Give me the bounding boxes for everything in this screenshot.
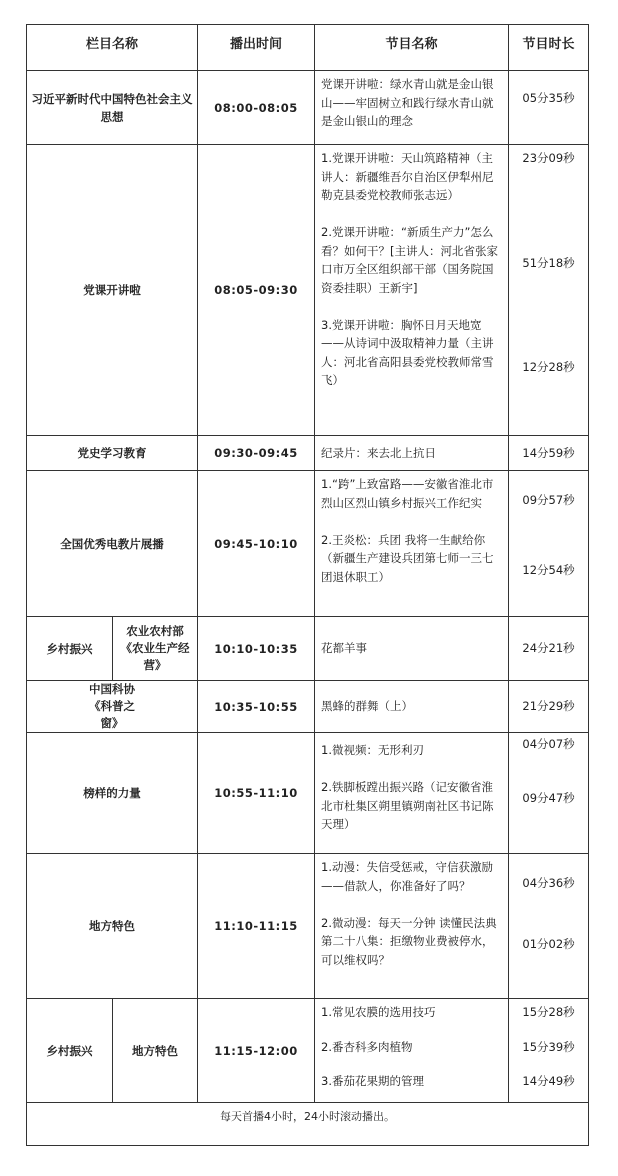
header-row bbox=[27, 25, 589, 71]
air-time: 09:45-10:10 bbox=[198, 471, 315, 617]
duration-cell bbox=[509, 854, 589, 999]
duration-item: 24分21秒 bbox=[522, 641, 575, 656]
duration-item: 04分36秒 bbox=[522, 876, 575, 890]
duration-item: 14分59秒 bbox=[522, 445, 575, 460]
air-time: 11:10-11:15 bbox=[198, 854, 315, 999]
header-program-name: 节目名称 bbox=[315, 25, 509, 71]
air-time: 10:10-10:35 bbox=[198, 617, 315, 681]
column-name: 乡村振兴 bbox=[27, 617, 113, 681]
program-item: 1.常见农膜的选用技巧 bbox=[321, 1005, 436, 1019]
program-cell bbox=[315, 681, 509, 733]
duration-item: 15分39秒 bbox=[522, 1039, 575, 1054]
duration-cell bbox=[509, 145, 589, 436]
program-item: 花都羊事 bbox=[321, 641, 368, 656]
program-cell bbox=[315, 471, 509, 617]
table-row bbox=[27, 436, 589, 471]
program-item: 纪录片：来去北上抗日 bbox=[321, 445, 437, 460]
program-item: 1.“跨”上致富路——安徽省淮北市烈山区烈山镇乡村振兴工作纪实 bbox=[321, 477, 494, 510]
duration-cell bbox=[509, 617, 589, 681]
air-time: 10:35-10:55 bbox=[198, 681, 315, 733]
air-time: 08:05-09:30 bbox=[198, 145, 315, 436]
duration-item: 23分09秒 bbox=[522, 151, 575, 165]
duration-item: 04分07秒 bbox=[522, 737, 575, 751]
duration-item: 12分28秒 bbox=[522, 360, 575, 374]
sub-column-name: 地方特色 bbox=[113, 999, 198, 1103]
program-item: 1.微视频：无形利刃 bbox=[321, 743, 424, 757]
duration-item: 09分47秒 bbox=[522, 790, 575, 805]
duration-cell bbox=[509, 71, 589, 145]
footer-row bbox=[27, 1103, 589, 1146]
duration-cell bbox=[509, 733, 589, 854]
duration-cell bbox=[509, 681, 589, 733]
duration-item: 15分28秒 bbox=[522, 1005, 575, 1019]
column-name: 全国优秀电教片展播 bbox=[27, 471, 198, 617]
program-cell bbox=[315, 999, 509, 1103]
sub-column-name: 农业农村部《农业生产经营》 bbox=[113, 617, 198, 681]
duration-cell bbox=[509, 999, 589, 1103]
program-item: 党课开讲啦：绿水青山就是金山银山——牢固树立和践行绿水青山就是金山银山的理念 bbox=[321, 77, 494, 128]
program-item: 1.动漫：失信受惩戒，守信获激励——借款人，你准备好了吗？ bbox=[321, 860, 493, 893]
program-cell bbox=[315, 733, 509, 854]
table-row bbox=[27, 854, 589, 999]
column-name: 党史学习教育 bbox=[27, 436, 198, 471]
column-name: 中国科协《科普之窗》 bbox=[27, 681, 198, 733]
duration-item: 09分57秒 bbox=[522, 493, 575, 507]
program-cell bbox=[315, 71, 509, 145]
duration-item: 51分18秒 bbox=[522, 255, 575, 270]
duration-cell bbox=[509, 471, 589, 617]
program-item: 2.党课开讲啦：“新质生产力”怎么看？如何干？[主讲人：河北省张家口市万全区组织部干部（国务院国资委挂职）王新宇] bbox=[321, 225, 499, 295]
program-cell bbox=[315, 436, 509, 471]
column-name: 习近平新时代中国特色社会主义思想 bbox=[27, 71, 198, 145]
footer-note: 每天首播4小时，24小时滚动播出。 bbox=[27, 1103, 589, 1146]
duration-item: 05分35秒 bbox=[522, 91, 575, 105]
duration-item: 21分29秒 bbox=[522, 699, 575, 714]
schedule-table bbox=[26, 24, 589, 1146]
column-name: 乡村振兴 bbox=[27, 999, 113, 1103]
duration-item: 01分02秒 bbox=[522, 936, 575, 951]
program-item: 1.党课开讲啦：天山筑路精神（主讲人：新疆维吾尔自治区伊犁州尼勒克县委党校教师张志远） bbox=[321, 151, 494, 202]
table-row bbox=[27, 471, 589, 617]
air-time: 08:00-08:05 bbox=[198, 71, 315, 145]
program-item: 2.微动漫：每天一分钟 读懂民法典 第二十八集：拒缴物业费被停水，可以维权吗？ bbox=[321, 915, 497, 967]
air-time: 11:15-12:00 bbox=[198, 999, 315, 1103]
program-cell bbox=[315, 617, 509, 681]
table-row bbox=[27, 71, 589, 145]
header-air-time: 播出时间 bbox=[198, 25, 315, 71]
duration-item: 12分54秒 bbox=[522, 562, 575, 577]
table-row bbox=[27, 733, 589, 854]
program-cell bbox=[315, 145, 509, 436]
program-item: 3.党课开讲啦：胸怀日月天地宽——从诗词中汲取精神力量（主讲人：河北省高阳县委党校教师常雪飞） bbox=[321, 317, 494, 387]
table-row bbox=[27, 681, 589, 733]
table-row bbox=[27, 999, 589, 1103]
table-row bbox=[27, 617, 589, 681]
column-name: 榜样的力量 bbox=[27, 733, 198, 854]
program-item: 2.王炎松：兵团 我将一生献给你（新疆生产建设兵团第七师一三七团退休职工） bbox=[321, 532, 494, 584]
program-item: 2.铁脚板蹚出振兴路（记安徽省淮北市杜集区朔里镇朔南社区书记陈天理） bbox=[321, 780, 494, 831]
column-name: 地方特色 bbox=[27, 854, 198, 999]
program-item: 2.番杏科多肉植物 bbox=[321, 1039, 413, 1054]
table-row bbox=[27, 145, 589, 436]
program-item: 黑蜂的群舞（上） bbox=[321, 699, 414, 714]
program-item: 3.番茄花果期的管理 bbox=[321, 1074, 424, 1088]
column-name: 党课开讲啦 bbox=[27, 145, 198, 436]
header-duration: 节目时长 bbox=[509, 25, 589, 71]
duration-item: 14分49秒 bbox=[522, 1074, 575, 1088]
air-time: 09:30-09:45 bbox=[198, 436, 315, 471]
program-cell bbox=[315, 854, 509, 999]
header-column-name: 栏目名称 bbox=[27, 25, 198, 71]
air-time: 10:55-11:10 bbox=[198, 733, 315, 854]
duration-cell bbox=[509, 436, 589, 471]
